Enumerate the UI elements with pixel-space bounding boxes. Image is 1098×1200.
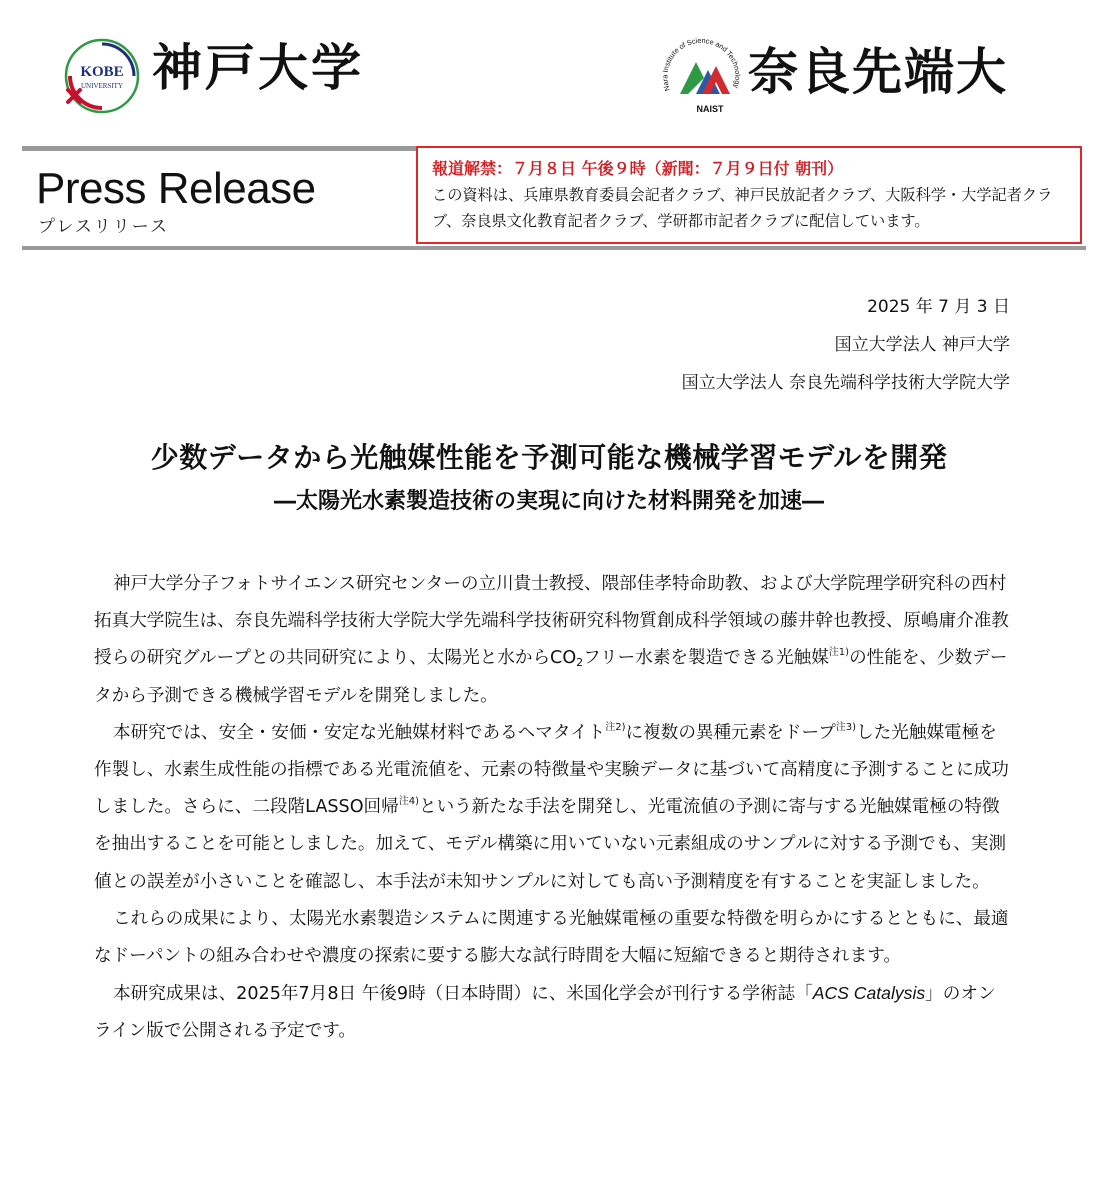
body-paragraph-3: これらの成果により、太陽光水素製造システムに関連する光触媒電極の重要な特徴を明らかにするとともに、最適なドーパントの組み合わせや濃度の探索に要する膨大な試行時間を大幅に短縮できると期待されます。 [94, 908, 1009, 967]
kobe-university-name: 神戸大学 [152, 39, 364, 97]
embargo-heading: 報道解禁：７月８日 午後９時（新聞：７月９日付 朝刊） [432, 159, 844, 178]
headline-title: 少数データから光触媒性能を予測可能な機械学習モデルを開発 [150, 441, 948, 474]
press-release-title: Press Release [36, 164, 316, 213]
body-paragraph-4: 本研究成果は、2025年7月8日 午後9時（日本時間）に、米国化学会が刊行する学術誌「ACS Catalysis」のオンライン版で公開される予定です。 [94, 983, 996, 1042]
naist-emblem [656, 28, 748, 120]
embargo-notice [416, 146, 1082, 244]
body-paragraph-1: 神戸大学分子フォトサイエンス研究センターの立川貴士教授、隈部佳孝特命助教、および大学院理学研究科の西村拓真大学院生は、奈良先端科学技術大学院大学先端科学技術研究科物質創成科学領域の藤井幹也教授、原嶋庸介准教授らの研究グループとの共同研究により、太陽光と水から$CO_2$フリー水素を製造できる光触媒$^{注1)}$の性能を、少数データから予測できる機械学習モデルを開発しました。 [94, 574, 1009, 706]
article-body [94, 566, 1012, 1051]
kobe-university-emblem [62, 36, 142, 116]
issuer-kobe: 国立大学法人 神戸大学 [834, 335, 1010, 355]
kobe-logo-text: KOBE [80, 64, 124, 80]
naist-logo-text: NAIST [696, 104, 724, 114]
body-paragraph-2: 本研究では、安全・安価・安定な光触媒材料であるヘマタイト$^{注2)}$に複数の異種元素をドープ$^{注3)}$した光触媒電極を作製し、水素生成性能の指標である光電流値を、元素の特徴量や実験データに基づいて高精度に予測することに成功しました。さらに、二段階LASSO回帰$^{注4)}$という新たな手法を開発し、光電流値の予測に寄与する光触媒電極の特徴を抽出することを可能としました。加えて、モデル構築に用いていない元素組成のサンプルに対する予測でも、実測値との誤差が小さいことを確認し、本手法が未知サンプルに対しても高い予測精度を有することを実証しました。 [94, 721, 1009, 892]
naist-name: 奈良先端大 [748, 43, 1008, 101]
headline-subtitle: ―太陽光水素製造技術の実現に向けた材料開発を加速― [273, 489, 824, 514]
release-meta [682, 288, 1010, 402]
naist-ring-text: Nara Institute of Science and Technology [660, 35, 743, 93]
footnote-ref: 注2) [605, 721, 626, 733]
kobe-logo-subtext: UNIVERSITY [81, 82, 123, 90]
footnote-ref: 注3) [835, 721, 857, 733]
issuer-naist: 国立大学法人 奈良先端科学技術大学院大学 [681, 373, 1010, 393]
journal-name: ACS Catalysis [812, 983, 926, 1004]
header-band-top [22, 146, 416, 151]
footnote-ref: 注1) [828, 647, 850, 659]
footnote-ref: 注4) [398, 796, 420, 808]
release-date: 2025 年 7 月 3 日 [867, 297, 1010, 317]
press-release-subtitle: プレスリリース [38, 217, 169, 237]
embargo-body: この資料は、兵庫県教育委員会記者クラブ、神戸民放記者クラブ、大阪科学・大学記者クラブ、奈良県文化教育記者クラブ、学研都市記者クラブに配信しています。 [432, 186, 1053, 230]
header-band-bottom [22, 246, 1086, 250]
